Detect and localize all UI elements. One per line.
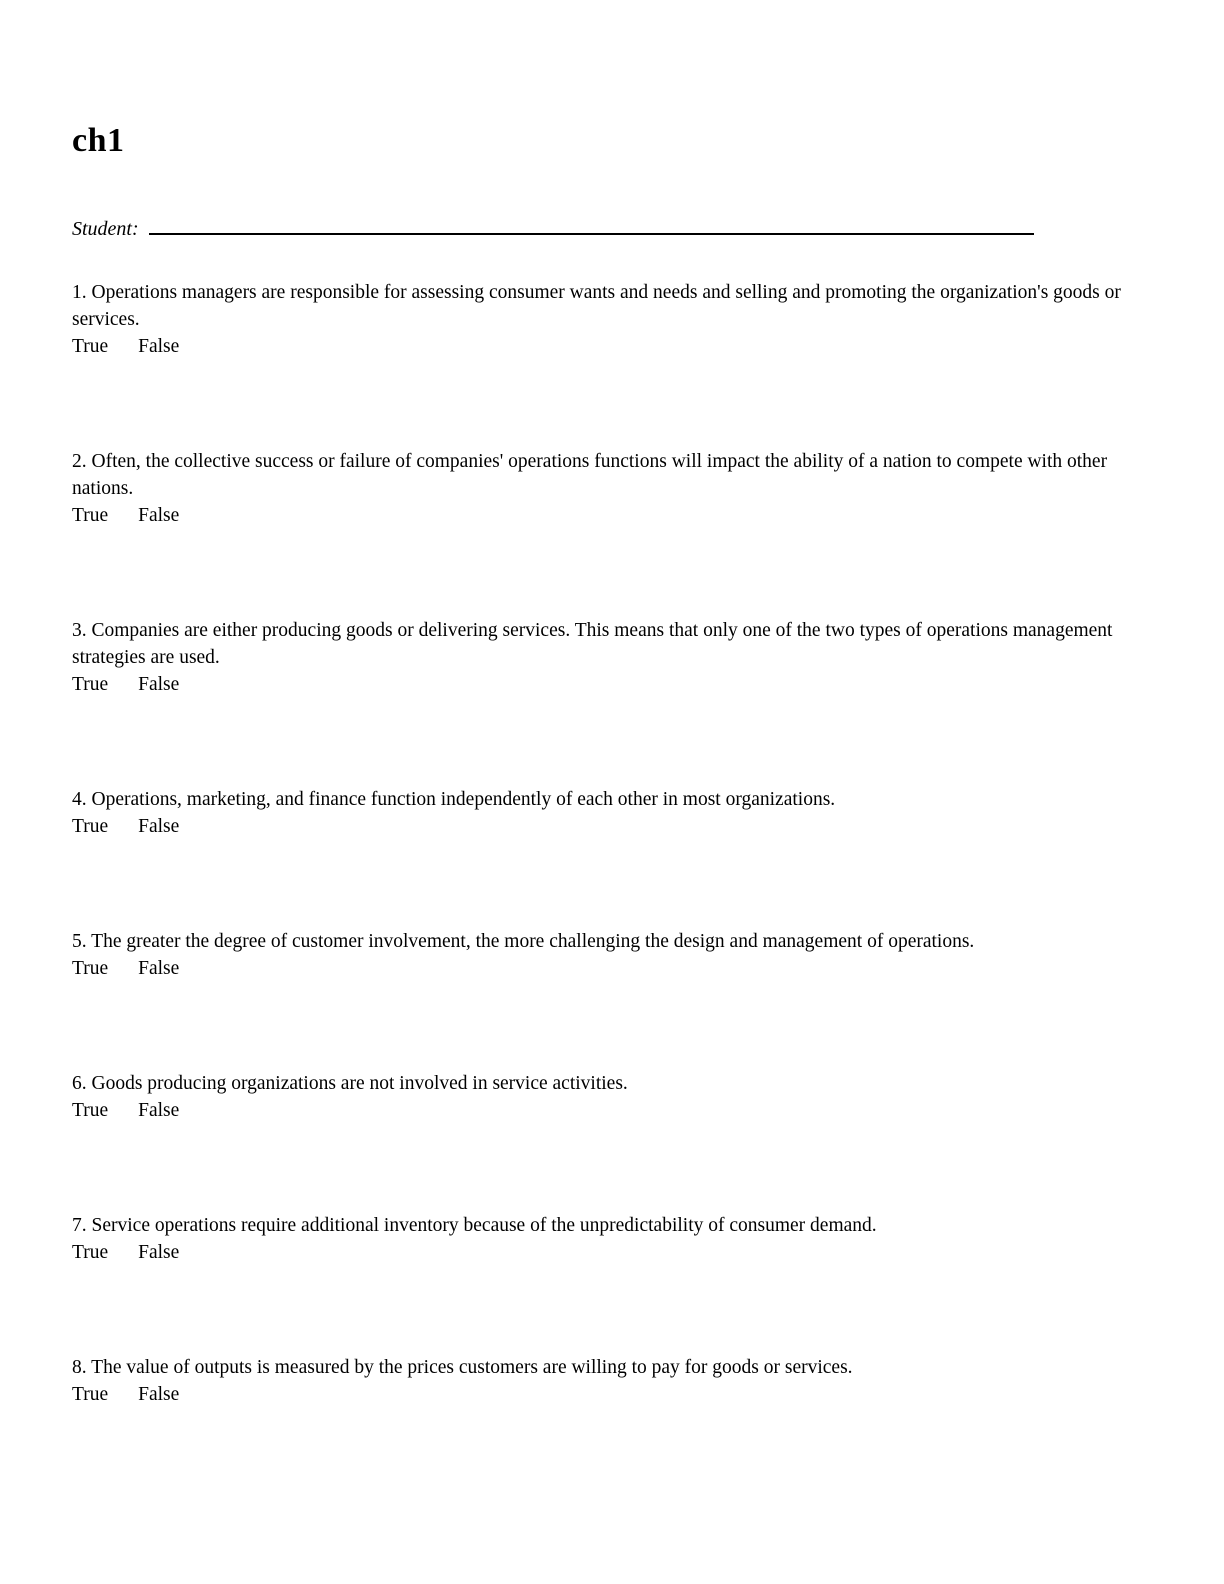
answer-option-true[interactable]: True	[72, 1100, 109, 1121]
question-number: 4.	[72, 789, 87, 810]
answer-option-true[interactable]: True	[72, 505, 109, 526]
answer-options	[72, 1239, 1148, 1266]
answer-options	[72, 502, 1148, 529]
question-number: 8.	[72, 1357, 87, 1378]
question-number: 2.	[72, 451, 87, 472]
question-number: 5.	[72, 931, 87, 952]
question-block	[72, 1212, 1148, 1266]
question-block	[72, 617, 1148, 698]
answer-option-false[interactable]: False	[138, 1242, 180, 1263]
answer-options	[72, 1097, 1148, 1124]
question-text	[72, 1354, 1148, 1381]
chapter-title: ch1	[72, 122, 125, 159]
answer-option-true[interactable]: True	[72, 816, 109, 837]
question-text	[72, 1212, 1148, 1239]
question-body: Often, the collective success or failure of companies' operations functions will impact the ability of a nation to compete with other nations.	[72, 451, 1108, 499]
answer-options	[72, 333, 1148, 360]
question-block	[72, 1070, 1148, 1124]
question-text	[72, 617, 1148, 671]
question-block	[72, 448, 1148, 529]
answer-option-true[interactable]: True	[72, 1384, 109, 1405]
question-body: The greater the degree of customer involvement, the more challenging the design and management of operations.	[91, 931, 975, 952]
question-number: 3.	[72, 620, 87, 641]
question-body: The value of outputs is measured by the prices customers are willing to pay for goods or services.	[91, 1357, 853, 1378]
question-number: 7.	[72, 1215, 87, 1236]
question-text	[72, 928, 1148, 955]
question-text	[72, 786, 1148, 813]
question-text	[72, 279, 1148, 333]
answer-option-false[interactable]: False	[138, 958, 180, 979]
questions-list	[72, 279, 1148, 1408]
answer-options	[72, 671, 1148, 698]
answer-option-true[interactable]: True	[72, 336, 109, 357]
question-block	[72, 1354, 1148, 1408]
question-body: Service operations require additional inventory because of the unpredictability of consumer demand.	[91, 1215, 877, 1236]
answer-option-false[interactable]: False	[138, 674, 180, 695]
answer-options	[72, 1381, 1148, 1408]
question-body: Operations managers are responsible for assessing consumer wants and needs and selling and promoting the organization's goods or services.	[72, 282, 1121, 330]
question-body: Companies are either producing goods or delivering services. This means that only one of the two types of operations management strategies are used.	[72, 620, 1113, 668]
answer-option-false[interactable]: False	[138, 816, 180, 837]
question-number: 1.	[72, 282, 87, 303]
answer-options	[72, 813, 1148, 840]
answer-option-true[interactable]: True	[72, 674, 109, 695]
question-block	[72, 928, 1148, 982]
question-block	[72, 279, 1148, 360]
answer-option-false[interactable]: False	[138, 505, 180, 526]
student-label: Student:	[72, 218, 139, 240]
student-row	[72, 218, 1148, 241]
answer-option-false[interactable]: False	[138, 336, 180, 357]
answer-option-true[interactable]: True	[72, 958, 109, 979]
answer-option-true[interactable]: True	[72, 1242, 109, 1263]
question-body: Operations, marketing, and finance function independently of each other in most organizations.	[91, 789, 836, 810]
question-body: Goods producing organizations are not involved in service activities.	[91, 1073, 628, 1094]
answer-option-false[interactable]: False	[138, 1100, 180, 1121]
question-text	[72, 1070, 1148, 1097]
answer-option-false[interactable]: False	[138, 1384, 180, 1405]
student-name-field[interactable]	[149, 233, 1034, 235]
question-block	[72, 786, 1148, 840]
question-number: 6.	[72, 1073, 87, 1094]
question-text	[72, 448, 1148, 502]
answer-options	[72, 955, 1148, 982]
